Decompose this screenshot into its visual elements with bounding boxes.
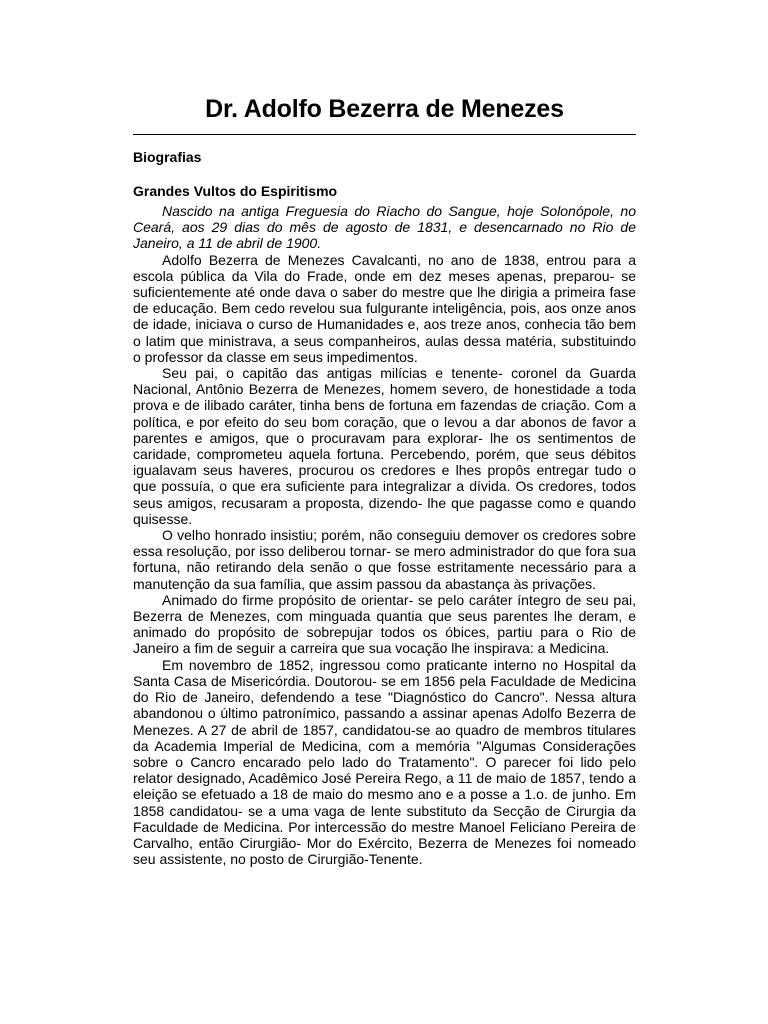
paragraph: Em novembro de 1852, ingressou como praticante interno no Hospital da Santa Casa de Misericórdia. Doutorou- se em 1856 pela Faculdade de Medicina do Rio de Janeiro, defendendo a tese "Diagnóstico do Cancro". Nessa altura abandonou o último patronímico, passando a assinar apenas Adolfo Bezerra de Menezes. A 27 de abril de 1857, candidatou-se ao quadro de membros titulares da Academia Imperial de Medicina, com a memória "Algumas Considerações sobre o Cancro encarado pelo lado do Tratamento". O parecer foi lido pelo relator designado, Acadêmico José Pereira Rego, a 11 de maio de 1857, tendo a eleição se efetuado a 18 de maio do mesmo ano e a posse a 1.o. de junho. Em 1858 candidatou- se a uma vaga de lente substituto da Secção de Cirurgia da Faculdade de Medicina. Por intercessão do mestre Manoel Feliciano Pereira de Carvalho, então Cirurgião- Mor do Exército, Bezerra de Menezes foi nomeado seu assistente, no posto de Cirurgião-Tenente. (133, 656, 636, 868)
paragraph: Seu pai, o capitão das antigas milícias e tenente- coronel da Guarda Nacional, Antônio Bezerra de Menezes, homem severo, de honestidade a toda prova e de ilibado caráter, tinha bens de fortuna em fazendas de criação. Com a política, e por efeito do seu bom coração, que o levou a dar abonos de favor a parentes e amigos, que o procuravam para explorar- lhe os sentimentos de caridade, comprometeu aquela fortuna. Percebendo, porém, que seus débitos igualavam seus haveres, procurou os credores e lhes propôs entregar tudo o que possuía, o que era suficiente para integralizar a dívida. Os credores, todos seus amigos, recusaram a proposta, dizendo- lhe que pagasse como e quando quisesse. (133, 365, 636, 527)
paragraph: Animado do firme propósito de orientar- se pelo caráter íntegro de seu pai, Bezerra de Menezes, com minguada quantia que seus parentes lhe deram, e animado do propósito de sobrepujar todos os óbices, partiu para o Rio de Janeiro a fim de seguir a carreira que sua vocação lhe inspirava: a Medicina. (133, 591, 636, 657)
paragraph-intro: Nascido na antiga Freguesia do Riacho do Sangue, hoje Solonópole, no Ceará, aos 29 dias do mês de agosto de 1831, e desencarnado no Rio de Janeiro, a 11 de abril de 1900. (133, 203, 636, 252)
document-page (133, 92, 636, 867)
document-title: Dr. Adolfo Bezerra de Menezes (133, 92, 636, 135)
paragraph: O velho honrado insistiu; porém, não conseguiu demover os credores sobre essa resolução, por isso deliberou tornar- se mero administrador do que fora sua fortuna, não retirando dela senão o que fosse estritamente necessário para a manutenção da sua família, que assim passou da abastança às privações. (133, 527, 636, 592)
document-body (133, 203, 636, 867)
section-heading: Biografias (133, 149, 202, 165)
subsection-heading: Grandes Vultos do Espiritismo (133, 183, 338, 199)
paragraph: Adolfo Bezerra de Menezes Cavalcanti, no ano de 1838, entrou para a escola pública da Vila do Frade, onde em dez meses apenas, preparou- se suficientemente até onde dava o saber do mestre que lhe dirigia a primeira fase de educação. Bem cedo revelou sua fulgurante inteligência, pois, aos onze anos de idade, iniciava o curso de Humanidades e, aos treze anos, conhecia tão bem o latim que ministrava, a seus companheiros, aulas dessa matéria, substituindo o professor da classe em seus impedimentos. (133, 251, 636, 365)
